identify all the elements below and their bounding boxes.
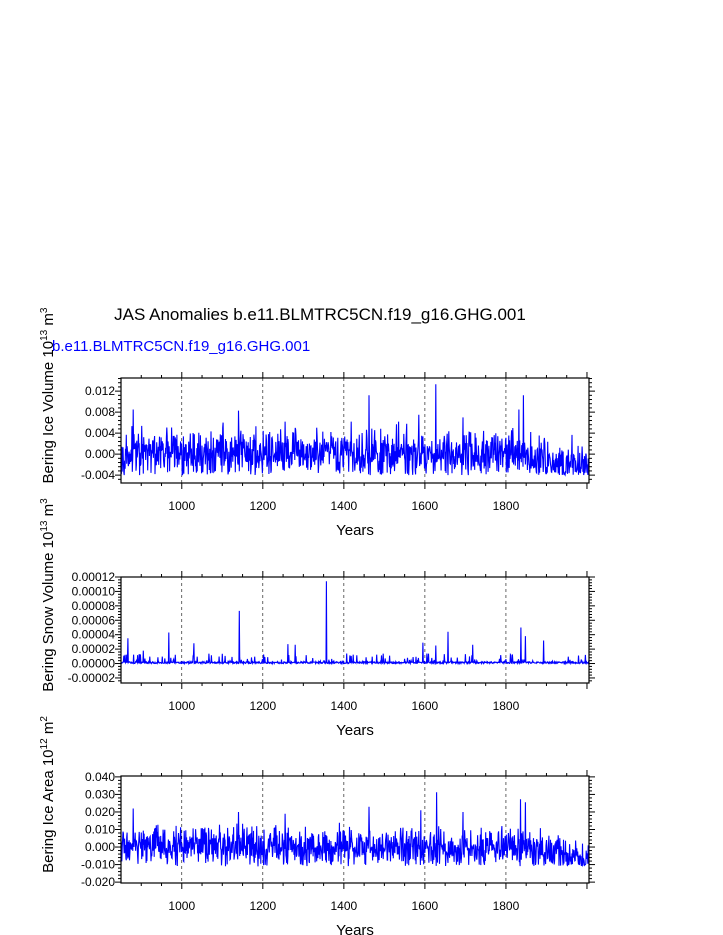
chart-panel-1 (39, 307, 595, 539)
x-tick-label: 1800 (492, 899, 520, 913)
x-tick-label: 1600 (411, 499, 439, 513)
x-axis-title: Years (336, 922, 374, 935)
y-tick-label: 0.00000 (71, 656, 115, 671)
series-line (121, 384, 589, 475)
y-tick-label: 0.00012 (71, 570, 115, 584)
y-tick-label: 0.004 (84, 426, 115, 441)
y-tick-label: 0.030 (84, 787, 115, 802)
y-tick-label: 0.00002 (71, 642, 115, 657)
y-tick-label: -0.004 (80, 468, 115, 483)
y-tick-label: 0.010 (84, 822, 115, 837)
x-tick-label: 1600 (411, 899, 439, 913)
y-tick-label: 0.000 (84, 447, 115, 462)
y-tick-label: 0.012 (84, 384, 115, 399)
y-tick-label: -0.010 (80, 857, 115, 872)
series-line (121, 792, 589, 866)
y-tick-label: -0.00002 (67, 670, 115, 685)
y-tick-label: 0.040 (84, 769, 115, 784)
x-tick-label: 1400 (330, 699, 358, 713)
x-tick-label: 1000 (168, 699, 196, 713)
y-axis-title: Bering Ice Area $10^{12}$ $m^2$ (39, 716, 57, 873)
x-tick-label: 1000 (168, 899, 196, 913)
x-tick-label: 1400 (330, 899, 358, 913)
y-tick-label: 0.008 (84, 405, 115, 420)
y-tick-label: 0.00008 (71, 598, 115, 613)
y-tick-label: -0.020 (80, 875, 115, 890)
legend-label: b.e11.BLMTRC5CN.f19_g16.GHG.001 (52, 338, 311, 355)
x-tick-label: 1200 (249, 699, 277, 713)
series-line (121, 581, 589, 663)
y-tick-label: 0.00004 (71, 627, 115, 642)
x-tick-label: 1600 (411, 699, 439, 713)
x-axis-title: Years (336, 722, 374, 739)
y-tick-label: 0.020 (84, 804, 115, 819)
plot-frame (121, 776, 589, 883)
x-tick-label: 1200 (249, 899, 277, 913)
x-axis-title: Years (336, 522, 374, 539)
y-tick-label: 0.000 (84, 840, 115, 855)
chart-title: JAS Anomalies b.e11.BLMTRC5CN.f19_g16.GHG.001 (114, 305, 526, 324)
x-tick-label: 1400 (330, 499, 358, 513)
x-tick-label: 1000 (168, 499, 196, 513)
x-tick-label: 1200 (249, 499, 277, 513)
chart-panel-2 (39, 498, 595, 739)
x-tick-label: 1800 (492, 699, 520, 713)
y-tick-label: 0.00006 (71, 613, 115, 628)
chart-panel-3 (39, 716, 595, 935)
x-tick-label: 1800 (492, 499, 520, 513)
y-axis-title: Bering Ice Volume $10^{13}$ $m^3$ (39, 307, 57, 484)
plot-frame (121, 577, 589, 683)
y-tick-label: 0.00010 (71, 584, 115, 599)
y-axis-title: Bering Snow Volume $10^{13}$ $m^3$ (39, 498, 57, 692)
